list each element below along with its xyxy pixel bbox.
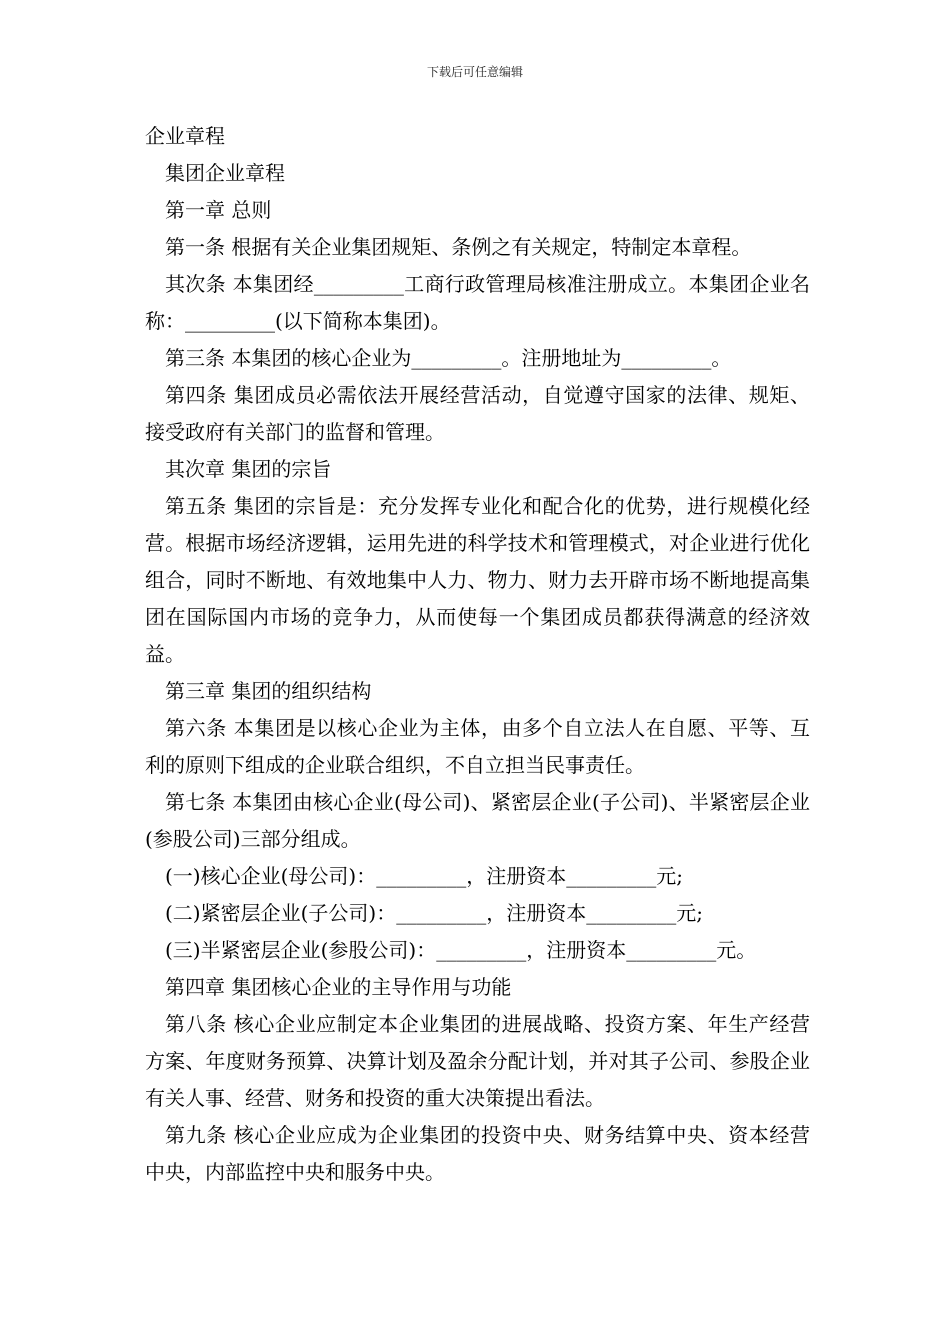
article-paragraph: 第六条 本集团是以核心企业为主体，由多个自立法人在自愿、平等、互利的原则下组成的企业联合组织，不自立担当民事责任。 [145,716,810,777]
article-paragraph: 第七条 本集团由核心企业(母公司)、紧密层企业(子公司)、半紧密层企业(参股公司)三部分组成。 [145,790,810,851]
article-paragraph: 第一条 根据有关企业集团规矩、条例之有关规定，特制定本章程。 [165,235,752,259]
article-paragraph: 第八条 核心企业应制定本企业集团的进展战略、投资方案、年生产经营方案、年度财务预算、决算计划及盈余分配计划，并对其子公司、参股企业有关人事、经营、财务和投资的重大决策提出看法。 [145,1012,810,1110]
doc-title: 企业章程 [145,124,225,148]
article-paragraph: 第三条 本集团的核心企业为_________。注册地址为_________。 [165,346,732,370]
article-paragraph: 其次条 本集团经_________工商行政管理局核准注册成立。本集团企业名称：_________(以下简称本集团)。 [145,272,810,333]
chapter-heading: 第四章 集团核心企业的主导作用与功能 [165,975,512,999]
article-paragraph: 第九条 核心企业应成为企业集团的投资中央、财务结算中央、资本经营中央，内部监控中央和服务中央。 [145,1123,810,1184]
chapter-heading: 第三章 集团的组织结构 [165,679,372,703]
list-item: (一)核心企业(母公司)：_________，注册资本_________元; [165,864,683,888]
list-item: (三)半紧密层企业(参股公司)：_________，注册资本_________元。 [165,938,757,962]
page-header: 下载后可任意编辑 [426,65,523,79]
article-paragraph: 第四条 集团成员必需依法开展经营活动，自觉遵守国家的法律、规矩、接受政府有关部门的监督和管理。 [145,383,810,444]
document-body [145,118,810,1191]
chapter-heading: 其次章 集团的宗旨 [165,457,332,481]
doc-subtitle: 集团企业章程 [165,161,285,185]
list-item: (二)紧密层企业(子公司)：_________，注册资本_________元; [165,901,703,925]
chapter-heading: 第一章 总则 [165,198,272,222]
article-paragraph: 第五条 集团的宗旨是：充分发挥专业化和配合化的优势，进行规模化经营。根据市场经济逻辑，运用先进的科学技术和管理模式，对企业进行优化组合，同时不断地、有效地集中人力、物力、财力去开辟市场不断地提高集团在国际国内市场的竞争力，从而使每一个集团成员都获得满意的经济效益。 [145,494,810,666]
